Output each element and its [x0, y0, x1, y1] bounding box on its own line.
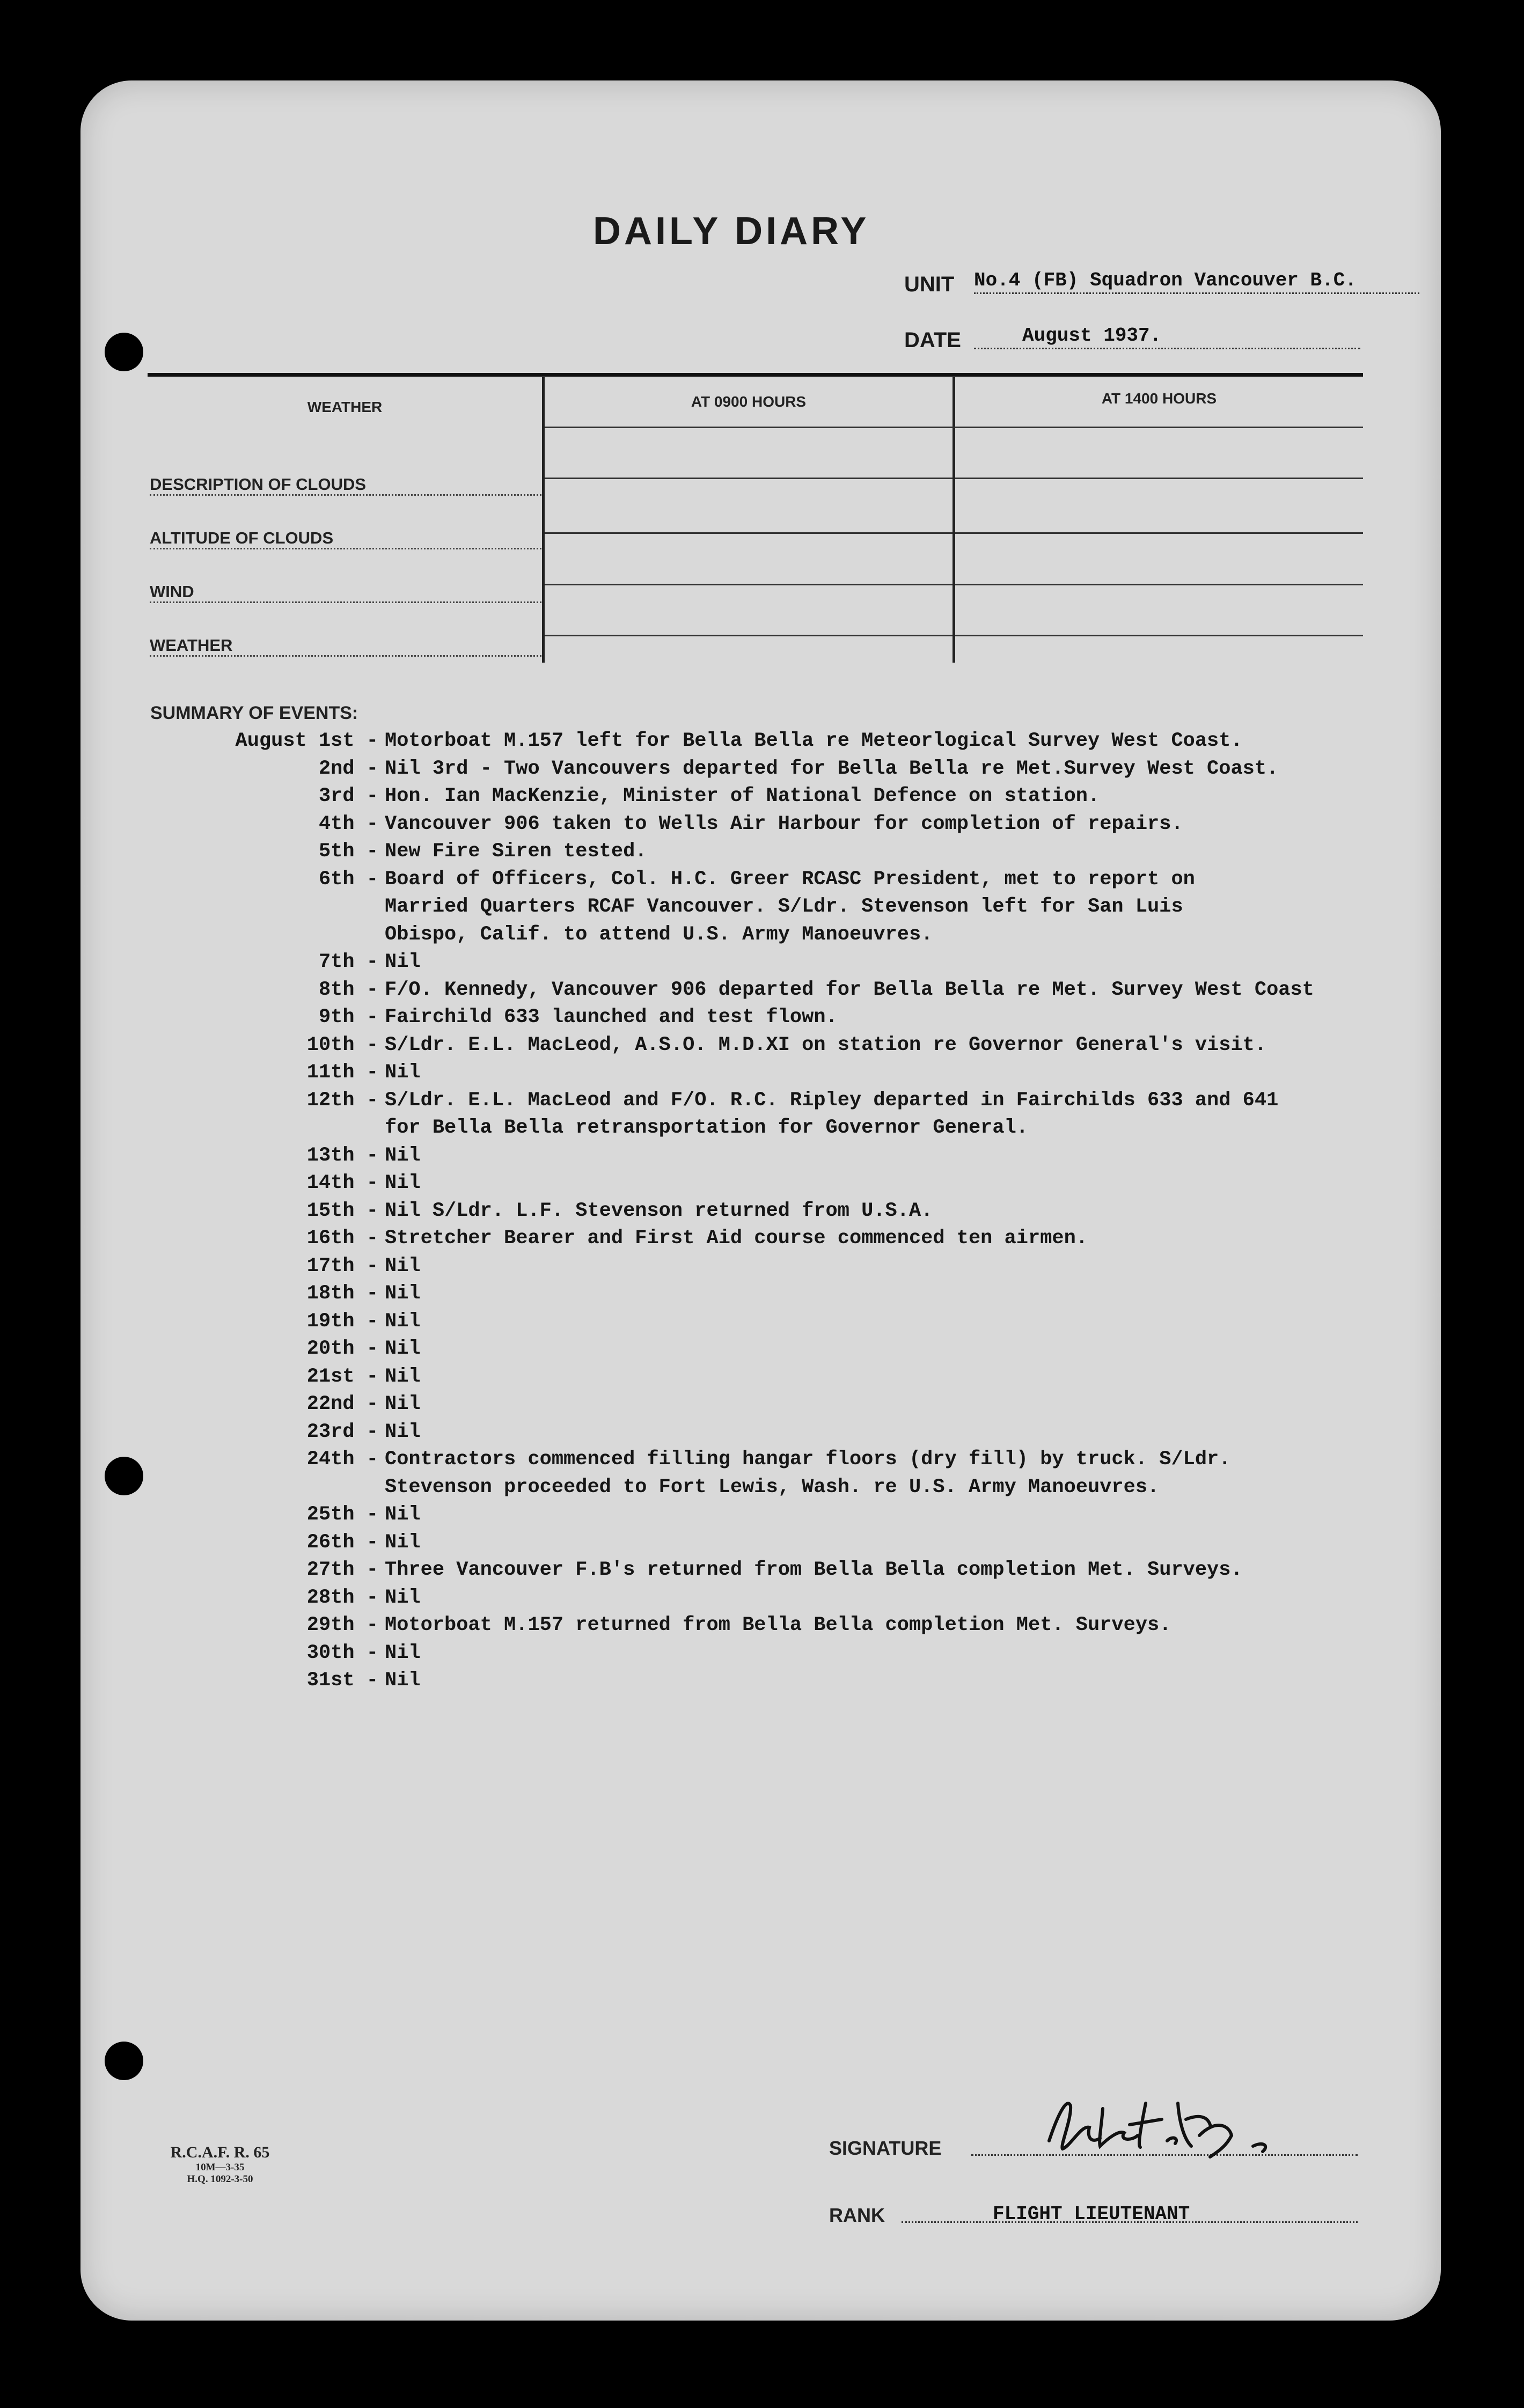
column-divider [542, 377, 545, 663]
event-day: 25th - [306, 1503, 378, 1526]
row-rule [955, 584, 1363, 585]
row-rule [545, 478, 952, 479]
event-text: Nil [385, 1503, 421, 1526]
event-text: Contractors commenced filling hangar floors (dry fill) by truck. S/Ldr. [385, 1448, 1231, 1471]
event-day: 26th - [306, 1531, 378, 1554]
row-rule [545, 532, 952, 534]
event-text: S/Ldr. E.L. MacLeod and F/O. R.C. Ripley departed in Fairchilds 633 and 641 [385, 1089, 1279, 1112]
row-rule [545, 584, 952, 585]
event-day: 31st - [306, 1669, 378, 1692]
event-day: 8th - [318, 978, 378, 1001]
event-text: S/Ldr. E.L. MacLeod, A.S.O. M.D.XI on station re Governor General's visit. [385, 1033, 1267, 1056]
event-day: 15th - [306, 1199, 378, 1222]
altitude-of-clouds-label: ALTITUDE OF CLOUDS [150, 528, 541, 549]
event-text: Three Vancouver F.B's returned from Bella Bella completion Met. Surveys. [385, 1559, 1243, 1581]
event-text: Motorboat M.157 left for Bella Bella re Meteorlogical Survey West Coast. [385, 730, 1243, 752]
event-text: Board of Officers, Col. H.C. Greer RCASC President, met to report on [385, 868, 1195, 891]
event-day: 23rd - [306, 1420, 378, 1443]
signature-label: SIGNATURE [829, 2137, 942, 2159]
event-day: 11th - [306, 1061, 378, 1084]
event-day: 9th - [318, 1006, 378, 1029]
event-text: Vancouver 906 taken to Wells Air Harbour for completion of repairs. [385, 812, 1183, 835]
description-of-clouds-label: DESCRIPTION OF CLOUDS [150, 475, 541, 496]
form-number: R.C.A.F. R. 65 10M—3-35 H.Q. 1092-3-50 [170, 2143, 270, 2185]
rank-value: FLIGHT LIEUTENANT [993, 2203, 1190, 2225]
page-title: DAILY DIARY [593, 210, 870, 253]
event-day: 21st - [306, 1365, 378, 1388]
row-rule [955, 635, 1363, 636]
event-day: 4th - [318, 812, 378, 835]
rank-label: RANK [829, 2204, 885, 2226]
punch-hole [105, 2042, 143, 2080]
event-text: Stretcher Bearer and First Aid course commenced ten airmen. [385, 1227, 1088, 1250]
event-text: Nil [385, 951, 421, 973]
event-text: Nil [385, 1531, 421, 1554]
0900-column-header: AT 0900 HOURS [691, 393, 807, 410]
event-day: 18th - [306, 1282, 378, 1305]
weather-table [148, 373, 1363, 663]
unit-value: No.4 (FB) Squadron Vancouver B.C. [974, 269, 1419, 294]
event-day: 3rd - [318, 785, 378, 807]
event-day: 28th - [306, 1586, 378, 1609]
event-day: 30th - [306, 1641, 378, 1664]
column-divider [952, 377, 955, 663]
event-day: 10th - [306, 1033, 378, 1056]
event-day: 13th - [306, 1144, 378, 1167]
event-text: Nil [385, 1420, 421, 1443]
event-text: F/O. Kennedy, Vancouver 906 departed for Bella Bella re Met. Survey West Coast [385, 978, 1314, 1001]
table-rule [148, 373, 1363, 377]
event-text: for Bella Bella retransportation for Governor General. [385, 1117, 1028, 1139]
row-rule [545, 635, 952, 636]
event-day: 7th - [318, 951, 378, 973]
row-rule [955, 532, 1363, 534]
event-day: 14th - [306, 1172, 378, 1194]
event-text: Nil [385, 1641, 421, 1664]
event-text: Nil [385, 1365, 421, 1388]
event-text: Obispo, Calif. to attend U.S. Army Manoeuvres. [385, 923, 933, 946]
event-day: 5th - [318, 840, 378, 863]
event-day: 17th - [306, 1254, 378, 1278]
event-text: Nil 3rd - Two Vancouvers departed for Bella Bella re Met.Survey West Coast. [385, 757, 1279, 780]
event-day: 24th - [306, 1448, 378, 1471]
event-day: 16th - [306, 1227, 378, 1250]
event-text: Stevenson proceeded to Fort Lewis, Wash. re U.S. Army Manoeuvres. [385, 1475, 1160, 1499]
row-rule [955, 478, 1363, 479]
unit-label: UNIT [904, 273, 955, 296]
punch-hole [105, 333, 143, 371]
event-text: Nil [385, 1310, 421, 1333]
event-text: Fairchild 633 launched and test flown. [385, 1006, 838, 1029]
event-day: 27th - [306, 1559, 378, 1581]
event-day: August 1st - [235, 730, 378, 752]
handwritten-signature [1038, 2087, 1339, 2168]
event-day: 6th - [318, 868, 378, 891]
event-text: Motorboat M.157 returned from Bella Bella completion Met. Surveys. [385, 1614, 1171, 1636]
event-text: Hon. Ian MacKenzie, Minister of National Defence on station. [385, 785, 1100, 807]
event-text: New Fire Siren tested. [385, 840, 647, 863]
summary-heading: SUMMARY OF EVENTS: [150, 703, 358, 723]
event-day: 19th - [306, 1310, 378, 1333]
event-text: Married Quarters RCAF Vancouver. S/Ldr. Stevenson left for San Luis [385, 895, 1183, 918]
event-text: Nil [385, 1172, 421, 1194]
event-text: Nil [385, 1393, 421, 1415]
event-day: 29th - [306, 1614, 378, 1636]
header-rule [545, 427, 1363, 428]
event-text: Nil [385, 1282, 421, 1305]
event-text: Nil [385, 1586, 421, 1609]
wind-label: WIND [150, 582, 541, 603]
event-text: Nil [385, 1144, 421, 1167]
punch-hole [105, 1457, 143, 1495]
1400-column-header: AT 1400 HOURS [1101, 390, 1217, 407]
event-text: Nil [385, 1669, 421, 1692]
event-day: 22nd - [306, 1393, 378, 1415]
weather-column-header: WEATHER [307, 399, 383, 415]
event-text: Nil [385, 1254, 421, 1278]
event-text: Nil [385, 1061, 421, 1084]
event-day: 12th - [306, 1089, 378, 1112]
event-day: 2nd - [318, 757, 378, 780]
date-value: August 1937. [974, 325, 1360, 349]
event-text: Nil S/Ldr. L.F. Stevenson returned from U.S.A. [385, 1199, 933, 1222]
date-label: DATE [904, 328, 961, 352]
event-day: 20th - [306, 1338, 378, 1360]
weather-label: WEATHER [150, 636, 541, 657]
event-text: Nil [385, 1338, 421, 1360]
